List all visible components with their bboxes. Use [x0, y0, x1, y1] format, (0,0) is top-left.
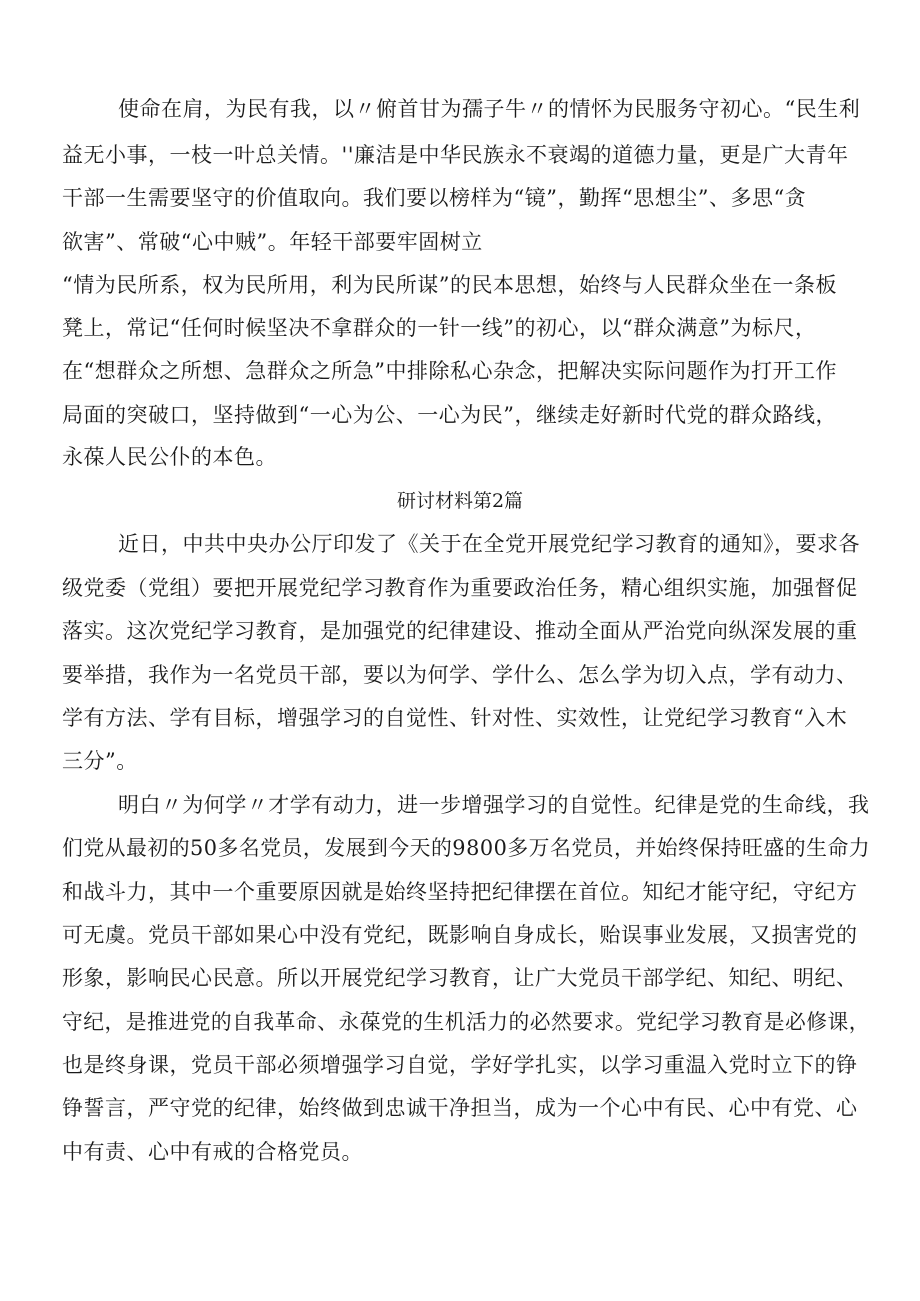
paragraph-1-line: 凳上，常记“任何时候坚决不拿群众的一针一线”的初心，以“群众满意”为标尺， — [62, 316, 817, 340]
paragraph-3-line: 可无虞。党员干部如果心中没有党纪，既影响自身成长，贻误事业发展，又损害党的 — [62, 923, 858, 947]
paragraph-2-line: 级党委（党组）要把开展党纪学习教育作为重要政治任务，精心组织实施，加强督促 — [62, 576, 858, 600]
paragraph-2-line: 要举措，我作为一名党员干部，要以为何学、学什么、怎么学为切入点，学有动力、 — [62, 663, 858, 687]
paragraph-2-line: 学有方法、学有目标，增强学习的自觉性、针对性、实效性，让党纪学习教育“入木 — [62, 706, 848, 730]
paragraph-3-line: 守纪，是推进党的自我革命、永葆党的生机活力的必然要求。党纪学习教育是必修课， — [62, 1010, 871, 1034]
paragraph-1-line: 局面的突破口，坚持做到“一心为公、一心为民”，继续走好新时代党的群众路线， — [62, 403, 837, 427]
paragraph-3-line: 铮誓言，严守党的纪律，始终做到忠诚干净担当，成为一个心中有民、心中有党、心 — [62, 1096, 858, 1120]
paragraph-3-line: 也是终身课，党员干部必须增强学习自觉，学好学扎实，以学习重温入党时立下的铮 — [62, 1053, 858, 1077]
paragraph-3-line: 和战斗力，其中一个重要原因就是始终坚持把纪律摆在首位。知纪才能守纪，守纪方 — [62, 880, 858, 904]
paragraph-2-line: 落实。这次党纪学习教育，是加强党的纪律建设、推动全面从严治党向纵深发展的重 — [62, 619, 858, 643]
paragraph-2-line: 近日，中共中央办公厅印发了《关于在全党开展党纪学习教育的通知》，要求各 — [118, 532, 860, 556]
paragraph-3-line: 明白〃为何学〃才学有动力，进一步增强学习的自觉性。纪律是党的生命线，我 — [118, 793, 870, 817]
paragraph-1-line: 使命在肩，为民有我，以〃俯首甘为孺子牛〃的情怀为民服务守初心。“民生利 — [118, 97, 861, 121]
section-heading: 研讨材料第2篇 — [396, 490, 524, 512]
paragraph-1-line: “情为民所系，权为民所用，利为民所谋”的民本思想，始终与人民群众坐在一条板 — [62, 273, 837, 297]
paragraph-1-line: 干部一生需要坚守的价值取向。我们要以榜样为“镜”，勤挥“思想尘”、多思“贪 — [62, 186, 807, 210]
paragraph-1-line: 永葆人民公仆的本色。 — [62, 445, 277, 469]
paragraph-2-line: 三分”。 — [62, 749, 138, 773]
paragraph-3-line: 中有责、心中有戒的合格党员。 — [62, 1140, 363, 1164]
paragraph-1-line: 益无小事，一枝一叶总关情。''廉洁是中华民族永不衰竭的道德力量，更是广大青年 — [62, 143, 849, 167]
paragraph-3-line: 们党从最初的50多名党员，发展到今天的9800多万名党员，并始终保持旺盛的生命力 — [62, 836, 871, 860]
paragraph-1-line: 欲害”、常破“心中贼”。年轻干部要牢固树立 — [62, 230, 483, 254]
paragraph-1-line: 在“想群众之所想、急群众之所急”中排除私心杂念，把解决实际问题作为打开工作 — [62, 359, 837, 383]
paragraph-3-line: 形象，影响民心民意。所以开展党纪学习教育，让广大党员干部学纪、知纪、明纪、 — [62, 966, 858, 990]
